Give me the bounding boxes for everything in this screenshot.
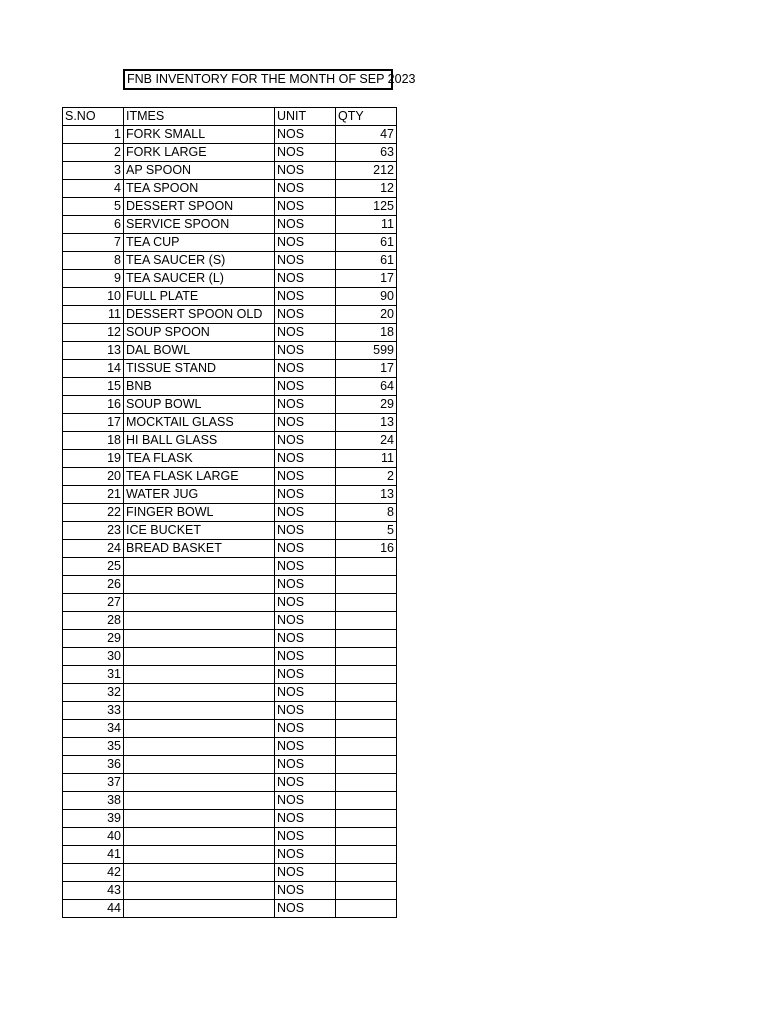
cell-qty: 11 xyxy=(336,216,397,234)
cell-qty xyxy=(336,900,397,918)
cell-unit: NOS xyxy=(275,738,336,756)
cell-sno: 15 xyxy=(63,378,124,396)
cell-item: DESSERT SPOON xyxy=(124,198,275,216)
cell-unit: NOS xyxy=(275,396,336,414)
cell-unit: NOS xyxy=(275,630,336,648)
cell-item xyxy=(124,594,275,612)
cell-unit: NOS xyxy=(275,234,336,252)
cell-qty: 17 xyxy=(336,360,397,378)
table-row xyxy=(63,900,397,918)
header-qty: QTY xyxy=(336,108,397,126)
cell-item xyxy=(124,738,275,756)
cell-sno: 10 xyxy=(63,288,124,306)
cell-sno: 34 xyxy=(63,720,124,738)
cell-qty: 11 xyxy=(336,450,397,468)
cell-qty: 125 xyxy=(336,198,397,216)
cell-sno: 18 xyxy=(63,432,124,450)
cell-qty: 18 xyxy=(336,324,397,342)
cell-unit: NOS xyxy=(275,198,336,216)
cell-sno: 23 xyxy=(63,522,124,540)
cell-sno: 27 xyxy=(63,594,124,612)
cell-unit: NOS xyxy=(275,306,336,324)
cell-sno: 12 xyxy=(63,324,124,342)
cell-sno: 1 xyxy=(63,126,124,144)
cell-sno: 26 xyxy=(63,576,124,594)
cell-unit: NOS xyxy=(275,432,336,450)
table-row xyxy=(63,684,397,702)
header-row xyxy=(63,108,397,126)
cell-item: TISSUE STAND xyxy=(124,360,275,378)
cell-item xyxy=(124,810,275,828)
cell-qty: 24 xyxy=(336,432,397,450)
cell-sno: 44 xyxy=(63,900,124,918)
cell-qty xyxy=(336,846,397,864)
cell-unit: NOS xyxy=(275,342,336,360)
cell-item: BREAD BASKET xyxy=(124,540,275,558)
cell-qty: 212 xyxy=(336,162,397,180)
cell-qty: 13 xyxy=(336,486,397,504)
cell-qty xyxy=(336,702,397,720)
cell-sno: 8 xyxy=(63,252,124,270)
cell-qty: 61 xyxy=(336,252,397,270)
cell-item xyxy=(124,828,275,846)
cell-qty xyxy=(336,666,397,684)
cell-sno: 19 xyxy=(63,450,124,468)
table-row xyxy=(63,630,397,648)
cell-item xyxy=(124,864,275,882)
cell-item: TEA FLASK LARGE xyxy=(124,468,275,486)
cell-qty: 29 xyxy=(336,396,397,414)
cell-unit: NOS xyxy=(275,162,336,180)
cell-sno: 30 xyxy=(63,648,124,666)
table-row xyxy=(63,648,397,666)
cell-qty: 64 xyxy=(336,378,397,396)
cell-item: AP SPOON xyxy=(124,162,275,180)
cell-unit: NOS xyxy=(275,288,336,306)
cell-item: ICE BUCKET xyxy=(124,522,275,540)
cell-qty: 61 xyxy=(336,234,397,252)
table-row xyxy=(63,504,397,522)
cell-sno: 6 xyxy=(63,216,124,234)
cell-item: DESSERT SPOON OLD xyxy=(124,306,275,324)
cell-sno: 40 xyxy=(63,828,124,846)
cell-unit: NOS xyxy=(275,810,336,828)
cell-sno: 3 xyxy=(63,162,124,180)
cell-item: DAL BOWL xyxy=(124,342,275,360)
cell-item: SOUP SPOON xyxy=(124,324,275,342)
cell-qty: 599 xyxy=(336,342,397,360)
cell-unit: NOS xyxy=(275,468,336,486)
table-row xyxy=(63,756,397,774)
table-row xyxy=(63,126,397,144)
cell-sno: 25 xyxy=(63,558,124,576)
cell-unit: NOS xyxy=(275,522,336,540)
cell-sno: 41 xyxy=(63,846,124,864)
cell-qty: 5 xyxy=(336,522,397,540)
cell-unit: NOS xyxy=(275,828,336,846)
cell-qty xyxy=(336,558,397,576)
cell-sno: 37 xyxy=(63,774,124,792)
cell-item xyxy=(124,774,275,792)
table-row xyxy=(63,864,397,882)
cell-unit: NOS xyxy=(275,864,336,882)
cell-qty xyxy=(336,630,397,648)
cell-sno: 21 xyxy=(63,486,124,504)
table-row xyxy=(63,846,397,864)
cell-sno: 33 xyxy=(63,702,124,720)
cell-sno: 16 xyxy=(63,396,124,414)
cell-item: FINGER BOWL xyxy=(124,504,275,522)
cell-sno: 13 xyxy=(63,342,124,360)
cell-qty xyxy=(336,738,397,756)
cell-sno: 39 xyxy=(63,810,124,828)
cell-sno: 5 xyxy=(63,198,124,216)
cell-qty xyxy=(336,594,397,612)
header-items: ITMES xyxy=(124,108,275,126)
table-row xyxy=(63,576,397,594)
cell-unit: NOS xyxy=(275,846,336,864)
cell-item: TEA SAUCER (L) xyxy=(124,270,275,288)
cell-unit: NOS xyxy=(275,576,336,594)
table-row xyxy=(63,144,397,162)
cell-unit: NOS xyxy=(275,702,336,720)
header-unit: UNIT xyxy=(275,108,336,126)
cell-qty: 63 xyxy=(336,144,397,162)
cell-unit: NOS xyxy=(275,684,336,702)
cell-sno: 36 xyxy=(63,756,124,774)
cell-unit: NOS xyxy=(275,558,336,576)
cell-item: SOUP BOWL xyxy=(124,396,275,414)
cell-item: MOCKTAIL GLASS xyxy=(124,414,275,432)
table-row xyxy=(63,180,397,198)
table-row xyxy=(63,252,397,270)
cell-item xyxy=(124,558,275,576)
cell-unit: NOS xyxy=(275,720,336,738)
cell-sno: 17 xyxy=(63,414,124,432)
cell-item xyxy=(124,792,275,810)
cell-item: FULL PLATE xyxy=(124,288,275,306)
cell-qty xyxy=(336,828,397,846)
cell-unit: NOS xyxy=(275,252,336,270)
table-row xyxy=(63,774,397,792)
cell-unit: NOS xyxy=(275,180,336,198)
table-row xyxy=(63,594,397,612)
cell-qty: 90 xyxy=(336,288,397,306)
table-row xyxy=(63,234,397,252)
cell-unit: NOS xyxy=(275,756,336,774)
cell-sno: 29 xyxy=(63,630,124,648)
cell-item: TEA SAUCER (S) xyxy=(124,252,275,270)
cell-item xyxy=(124,756,275,774)
cell-unit: NOS xyxy=(275,882,336,900)
cell-unit: NOS xyxy=(275,504,336,522)
table-row xyxy=(63,468,397,486)
cell-item: HI BALL GLASS xyxy=(124,432,275,450)
cell-sno: 31 xyxy=(63,666,124,684)
table-row xyxy=(63,666,397,684)
table-row xyxy=(63,216,397,234)
cell-sno: 32 xyxy=(63,684,124,702)
table-row xyxy=(63,720,397,738)
table-body xyxy=(63,126,397,918)
table-row xyxy=(63,288,397,306)
cell-unit: NOS xyxy=(275,450,336,468)
sheet-title: FNB INVENTORY FOR THE MONTH OF SEP 2023 xyxy=(123,69,393,90)
cell-sno: 24 xyxy=(63,540,124,558)
cell-sno: 42 xyxy=(63,864,124,882)
cell-qty xyxy=(336,792,397,810)
cell-unit: NOS xyxy=(275,360,336,378)
cell-qty xyxy=(336,882,397,900)
cell-qty: 12 xyxy=(336,180,397,198)
cell-unit: NOS xyxy=(275,486,336,504)
table-row xyxy=(63,738,397,756)
cell-unit: NOS xyxy=(275,378,336,396)
table-row xyxy=(63,324,397,342)
table-row xyxy=(63,828,397,846)
cell-item: TEA SPOON xyxy=(124,180,275,198)
cell-qty xyxy=(336,720,397,738)
cell-unit: NOS xyxy=(275,126,336,144)
cell-sno: 35 xyxy=(63,738,124,756)
table-row xyxy=(63,162,397,180)
cell-item xyxy=(124,612,275,630)
table-row xyxy=(63,306,397,324)
cell-unit: NOS xyxy=(275,324,336,342)
cell-unit: NOS xyxy=(275,666,336,684)
cell-sno: 14 xyxy=(63,360,124,378)
cell-unit: NOS xyxy=(275,774,336,792)
cell-sno: 43 xyxy=(63,882,124,900)
table-row xyxy=(63,450,397,468)
cell-sno: 9 xyxy=(63,270,124,288)
table-row xyxy=(63,522,397,540)
cell-sno: 28 xyxy=(63,612,124,630)
cell-unit: NOS xyxy=(275,594,336,612)
cell-qty xyxy=(336,576,397,594)
cell-sno: 22 xyxy=(63,504,124,522)
cell-unit: NOS xyxy=(275,900,336,918)
table-row xyxy=(63,486,397,504)
cell-qty: 2 xyxy=(336,468,397,486)
cell-item xyxy=(124,684,275,702)
table-row xyxy=(63,432,397,450)
table-row xyxy=(63,558,397,576)
cell-unit: NOS xyxy=(275,270,336,288)
cell-unit: NOS xyxy=(275,414,336,432)
cell-item: BNB xyxy=(124,378,275,396)
cell-qty xyxy=(336,612,397,630)
cell-item: SERVICE SPOON xyxy=(124,216,275,234)
cell-unit: NOS xyxy=(275,648,336,666)
cell-item xyxy=(124,882,275,900)
cell-unit: NOS xyxy=(275,144,336,162)
cell-sno: 11 xyxy=(63,306,124,324)
table-row xyxy=(63,882,397,900)
cell-qty: 17 xyxy=(336,270,397,288)
cell-unit: NOS xyxy=(275,612,336,630)
cell-qty xyxy=(336,756,397,774)
table-row xyxy=(63,702,397,720)
cell-qty: 47 xyxy=(336,126,397,144)
cell-qty: 8 xyxy=(336,504,397,522)
cell-qty xyxy=(336,864,397,882)
table-row xyxy=(63,612,397,630)
cell-item xyxy=(124,900,275,918)
cell-item: WATER JUG xyxy=(124,486,275,504)
cell-item xyxy=(124,576,275,594)
table-row xyxy=(63,414,397,432)
cell-sno: 7 xyxy=(63,234,124,252)
cell-qty: 13 xyxy=(336,414,397,432)
cell-item xyxy=(124,720,275,738)
table-row xyxy=(63,792,397,810)
table-row xyxy=(63,342,397,360)
header-sno: S.NO xyxy=(63,108,124,126)
cell-qty xyxy=(336,810,397,828)
cell-sno: 20 xyxy=(63,468,124,486)
cell-qty xyxy=(336,684,397,702)
cell-qty xyxy=(336,774,397,792)
table-row xyxy=(63,810,397,828)
table-row xyxy=(63,396,397,414)
table-row xyxy=(63,198,397,216)
cell-item: FORK SMALL xyxy=(124,126,275,144)
cell-sno: 38 xyxy=(63,792,124,810)
table-row xyxy=(63,360,397,378)
cell-item xyxy=(124,666,275,684)
cell-item xyxy=(124,648,275,666)
inventory-table xyxy=(62,107,397,918)
cell-unit: NOS xyxy=(275,216,336,234)
table-row xyxy=(63,270,397,288)
cell-unit: NOS xyxy=(275,792,336,810)
cell-qty: 20 xyxy=(336,306,397,324)
table-row xyxy=(63,540,397,558)
cell-item: FORK LARGE xyxy=(124,144,275,162)
cell-item xyxy=(124,702,275,720)
table-row xyxy=(63,378,397,396)
cell-sno: 4 xyxy=(63,180,124,198)
cell-sno: 2 xyxy=(63,144,124,162)
cell-item: TEA CUP xyxy=(124,234,275,252)
cell-qty: 16 xyxy=(336,540,397,558)
cell-item xyxy=(124,846,275,864)
cell-item xyxy=(124,630,275,648)
cell-qty xyxy=(336,648,397,666)
cell-item: TEA FLASK xyxy=(124,450,275,468)
cell-unit: NOS xyxy=(275,540,336,558)
